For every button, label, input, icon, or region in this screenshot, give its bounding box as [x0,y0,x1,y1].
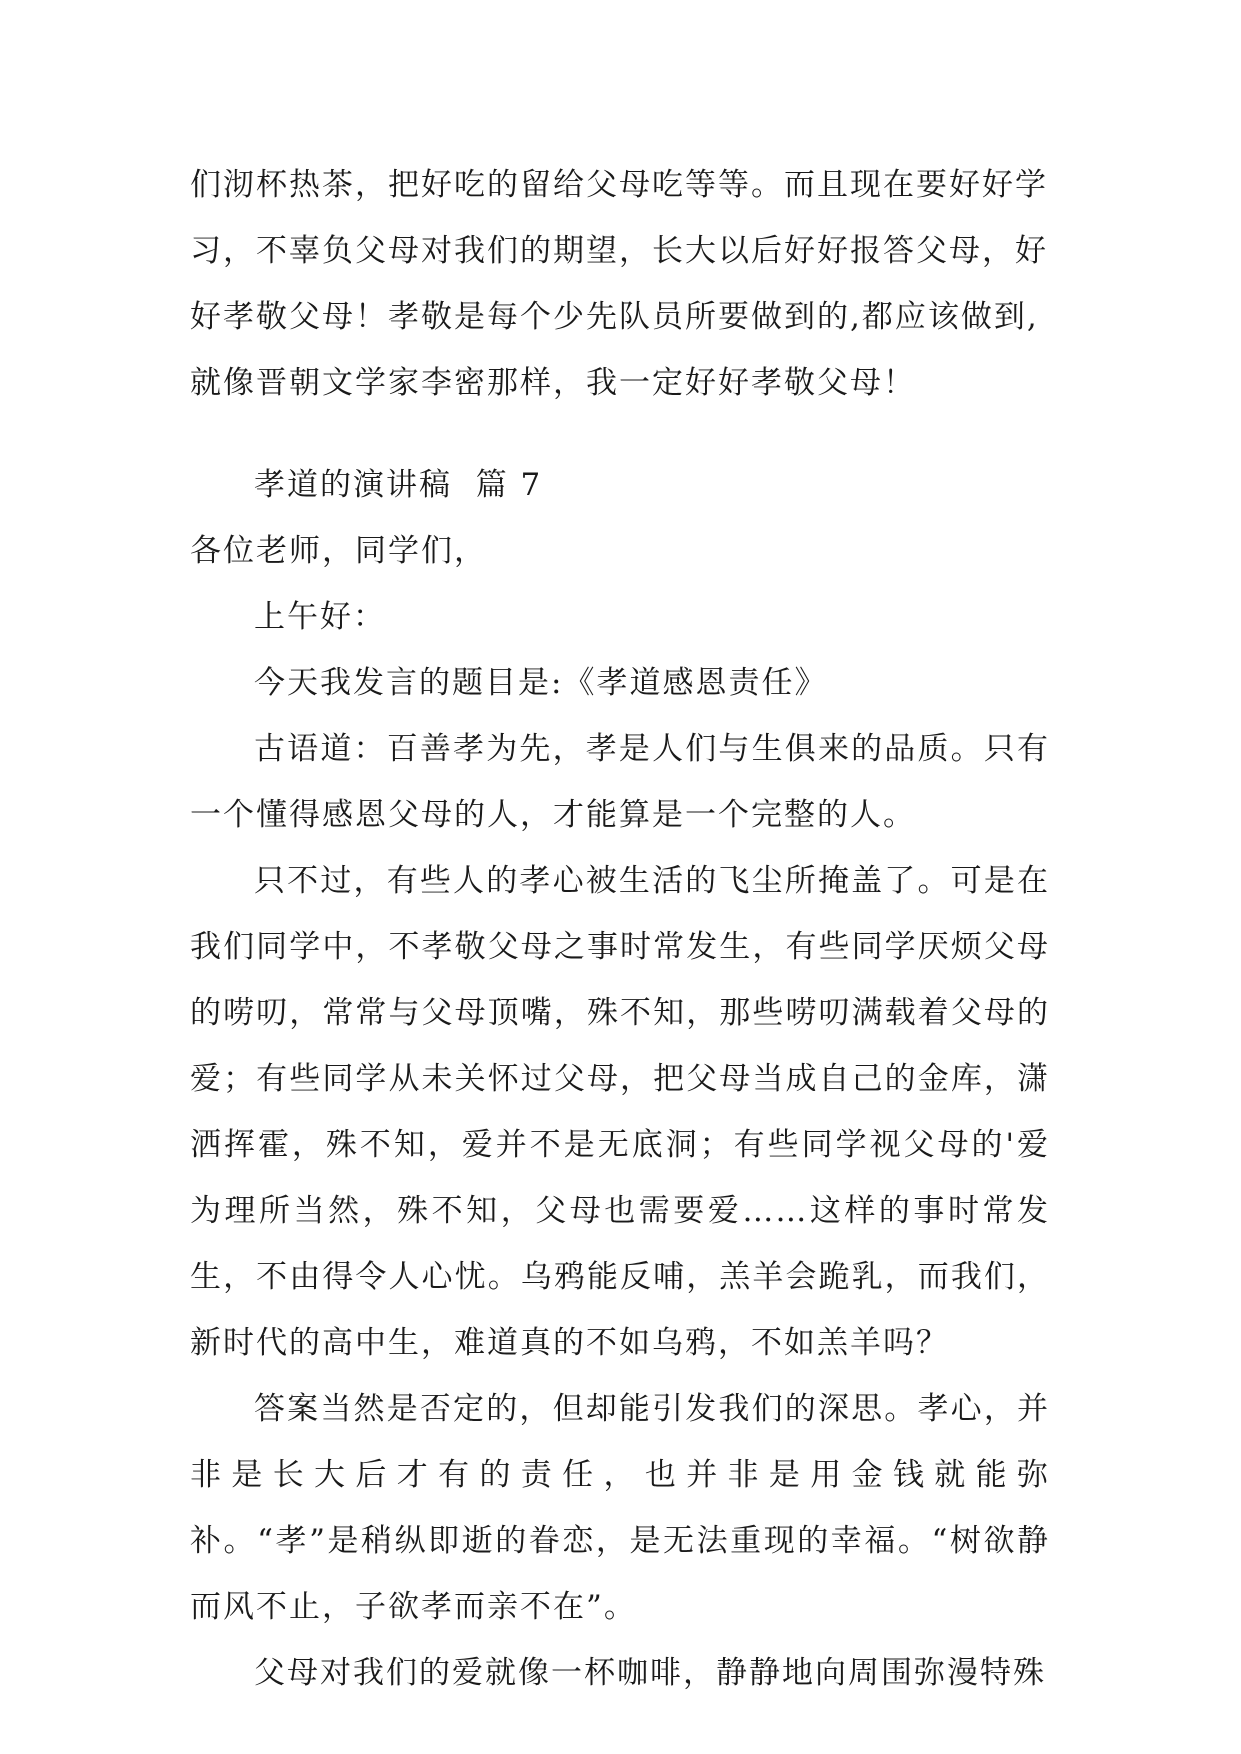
body-paragraph: 父母对我们的爱就像一杯咖啡，静静地向周围弥漫特殊 [254,1655,1046,1691]
body-paragraph: 只不过，有些人的孝心被生活的飞尘所掩盖了。可是在我们同学中，不孝敬父母之事时常发生，有些同学厌烦父母的唠叨，常常与父母顶嘴，殊不知，那些唠叨满载着父母的爱；有些同学从未关怀过父母，把父母当成自己的金库，潇洒挥霍，殊不知，爱并不是无底洞；有些同学视父母的'爱为理所当然，殊不知，父母也需要爱……这样的事时常发生，不由得令人心忧。乌鸦能反哺，羔羊会跪乳，而我们，新时代的高中生，难道真的不如乌鸦，不如羔羊吗？ [190,863,1050,1361]
text-line: 就像晋朝文学家李密那样，我一定好好孝敬父母！ [190,365,916,401]
continued-paragraph [190,152,1050,416]
body-paragraph: 今天我发言的题目是:《孝道感恩责任》 [254,665,828,701]
salutation: 各位老师，同学们， [190,533,487,569]
section-heading: 孝道的演讲稿 篇 7 [254,467,543,503]
text-line: 好孝敬父母！孝敬是每个少先队员所要做到的,都应该做到, [190,299,1039,335]
greeting: 上午好： [254,599,386,635]
body-paragraph: 答案当然是否定的，但却能引发我们的深思。孝心，并非是长大后才有的责任，也并非是用金钱就能弥补。“孝”是稍纵即逝的眷恋，是无法重现的幸福。“树欲静而风不止，子欲孝而亲不在”。 [190,1391,1050,1625]
text-line: 们沏杯热茶，把好吃的留给父母吃等等。而且现在要好好学 [190,167,1048,203]
speech-section [190,452,1050,1706]
text-line: 习，不辜负父母对我们的期望，长大以后好好报答父母，好 [190,233,1048,269]
body-paragraph: 古语道：百善孝为先，孝是人们与生俱来的品质。只有一个懂得感恩父母的人，才能算是一个完整的人。 [190,731,1050,833]
